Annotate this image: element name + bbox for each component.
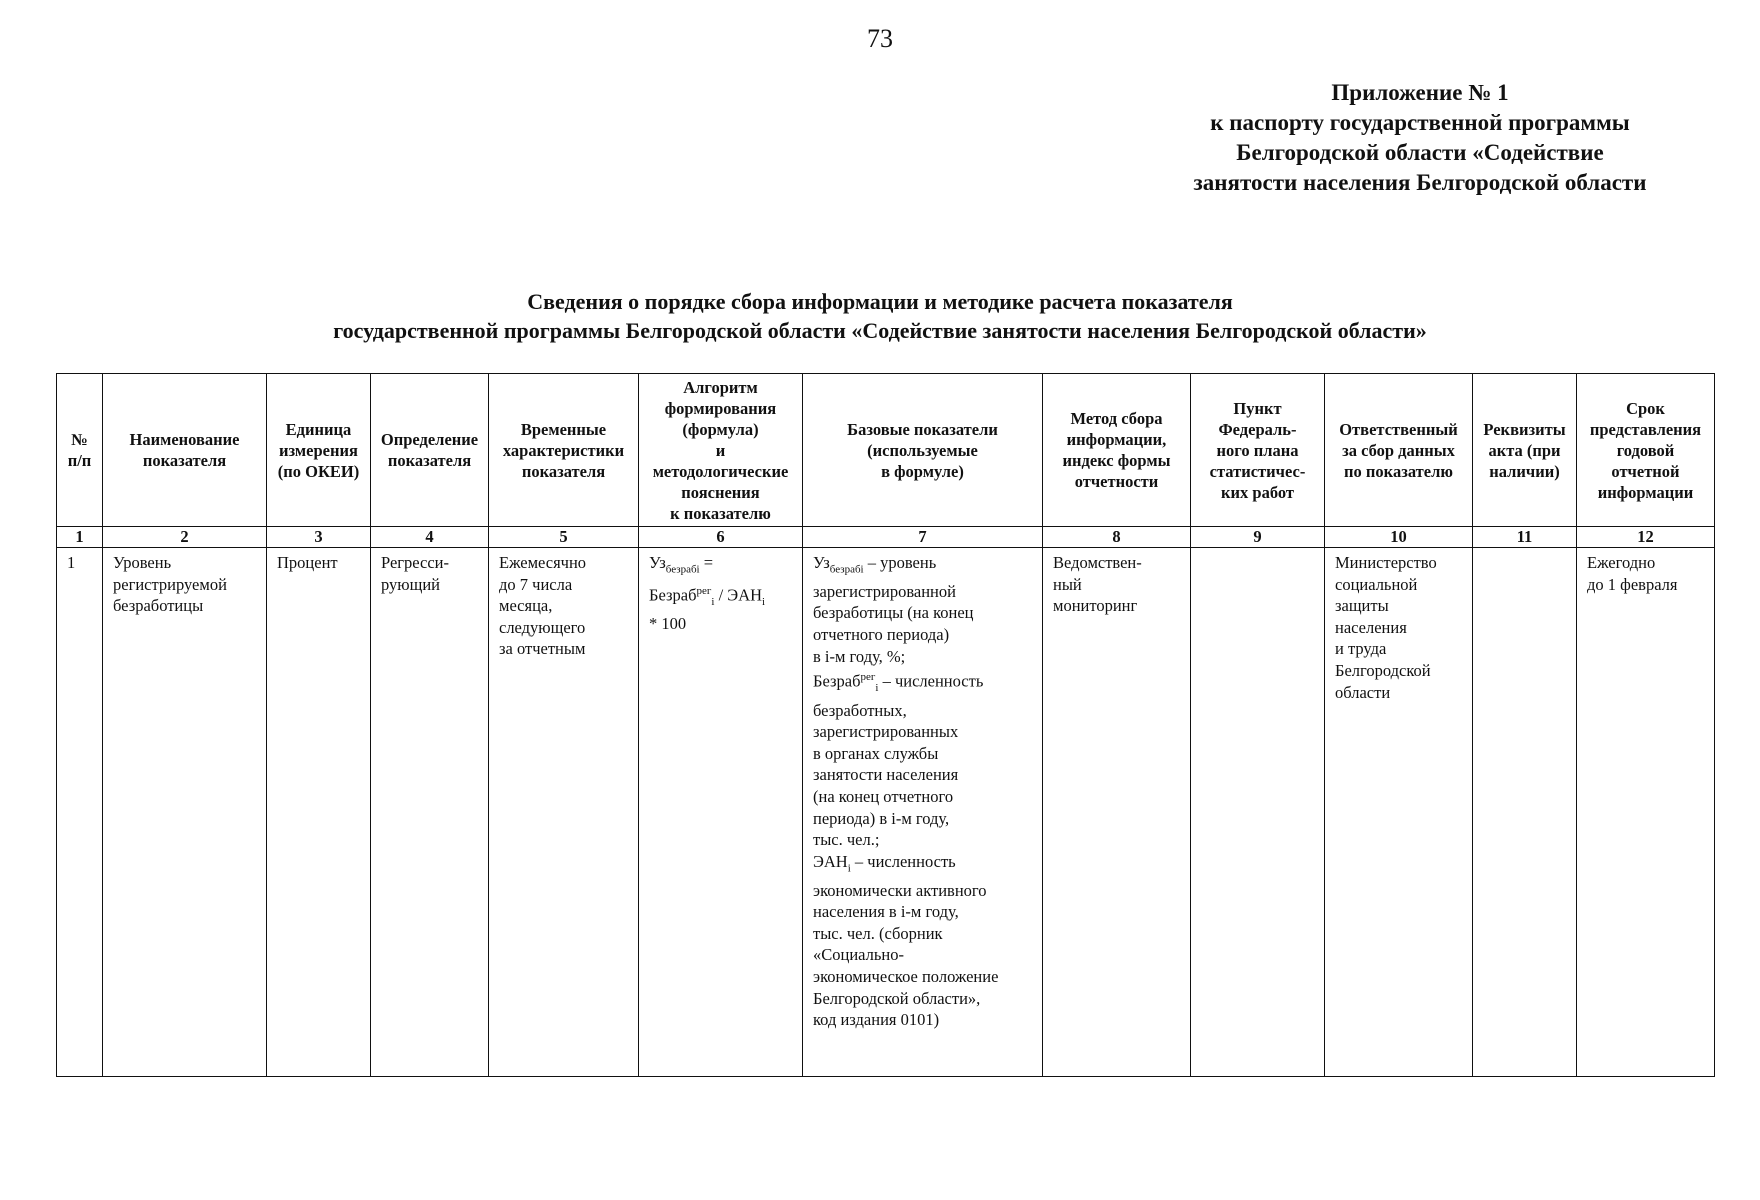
page-number: 73	[867, 24, 893, 53]
cell-base: $Уз_{безрабi}$ – уровень зарегистрированной безработицы (на конец отчетного периода) в i-м году, %; Безраб$^{рег}_i$ – численность безработных, зарегистрированных в органах службы занятости населения (на конец отчетного периода) в i-м году, тыс. чел.; $ЭАН_i$ – численность экономически активного населения в i-м году, тыс. чел. (сборник «Социально- экономическое положение Белгородской области», код издания 0101)	[803, 548, 1043, 1077]
table-header-row	[57, 374, 1715, 527]
header-responsible: Ответственный за сбор данных по показателю	[1325, 374, 1473, 527]
header-definition: Определение показателя	[371, 374, 489, 527]
formula-subscript: i	[875, 682, 879, 695]
column-number: 7	[803, 527, 1043, 548]
formula-subscript: i	[762, 595, 766, 608]
column-number: 8	[1043, 527, 1191, 548]
formula-subscript: i	[847, 862, 851, 875]
cell-name: Уровень регистрируемой безработицы	[103, 548, 267, 1077]
cell-deadline: Ежегодно до 1 февраля	[1577, 548, 1715, 1077]
formula-subscript: безрабi	[829, 563, 864, 576]
title-line-1: Сведения о порядке сбора информации и методике расчета показателя	[527, 289, 1233, 314]
cell-federal-plan	[1191, 548, 1325, 1077]
header-federal-plan: Пункт Федераль- ного плана статистичес- ких работ	[1191, 374, 1325, 527]
column-number: 2	[103, 527, 267, 548]
header-act: Реквизиты акта (при наличии)	[1473, 374, 1577, 527]
formula-superscript: рег	[860, 671, 876, 684]
column-number: 4	[371, 527, 489, 548]
header-formula: Алгоритм формирования (формула) и методологические пояснения к показателю	[639, 374, 803, 527]
column-number: 12	[1577, 527, 1715, 548]
cell-act	[1473, 548, 1577, 1077]
column-number: 10	[1325, 527, 1473, 548]
title-line-2: государственной программы Белгородской области «Содействие занятости населения Белгородской области»	[333, 318, 1427, 343]
document-title	[0, 287, 1760, 345]
cell-responsible: Министерство социальной защиты населения и труда Белгородской области	[1325, 548, 1473, 1077]
cell-definition: Регресси- рующий	[371, 548, 489, 1077]
cell-time: Ежемесячно до 7 числа месяца, следующего за отчетным	[489, 548, 639, 1077]
header-name: Наименование показателя	[103, 374, 267, 527]
header-deadline: Срок представления годовой отчетной информации	[1577, 374, 1715, 527]
formula-superscript: рег	[696, 584, 712, 597]
header-method: Метод сбора информации, индекс формы отчетности	[1043, 374, 1191, 527]
appendix-line: занятости населения Белгородской области	[1193, 170, 1647, 195]
column-number-row	[57, 527, 1715, 548]
appendix-line: Приложение № 1	[1331, 80, 1509, 105]
indicators-table	[56, 373, 1715, 1077]
appendix-header	[1140, 78, 1700, 198]
formula-subscript: безрабi	[665, 563, 700, 576]
column-number: 5	[489, 527, 639, 548]
header-unit: Единица измерения (по ОКЕИ)	[267, 374, 371, 527]
column-number: 11	[1473, 527, 1577, 548]
appendix-line: Белгородской области «Содействие	[1236, 140, 1604, 165]
appendix-line: к паспорту государственной программы	[1210, 110, 1630, 135]
table-row	[57, 548, 1715, 1077]
cell-unit: Процент	[267, 548, 371, 1077]
cell-formula: $Уз_{безрабi}$ = Безраб$^{рег}_i$ / $ЭАН_i$ * 100	[639, 548, 803, 1077]
header-number: № п/п	[57, 374, 103, 527]
header-time: Временные характеристики показателя	[489, 374, 639, 527]
column-number: 3	[267, 527, 371, 548]
header-base: Базовые показатели (используемые в формуле)	[803, 374, 1043, 527]
column-number: 6	[639, 527, 803, 548]
cell-method: Ведомствен- ный мониторинг	[1043, 548, 1191, 1077]
column-number: 1	[57, 527, 103, 548]
formula-subscript: i	[711, 595, 715, 608]
cell-number: 1	[57, 548, 103, 1077]
column-number: 9	[1191, 527, 1325, 548]
